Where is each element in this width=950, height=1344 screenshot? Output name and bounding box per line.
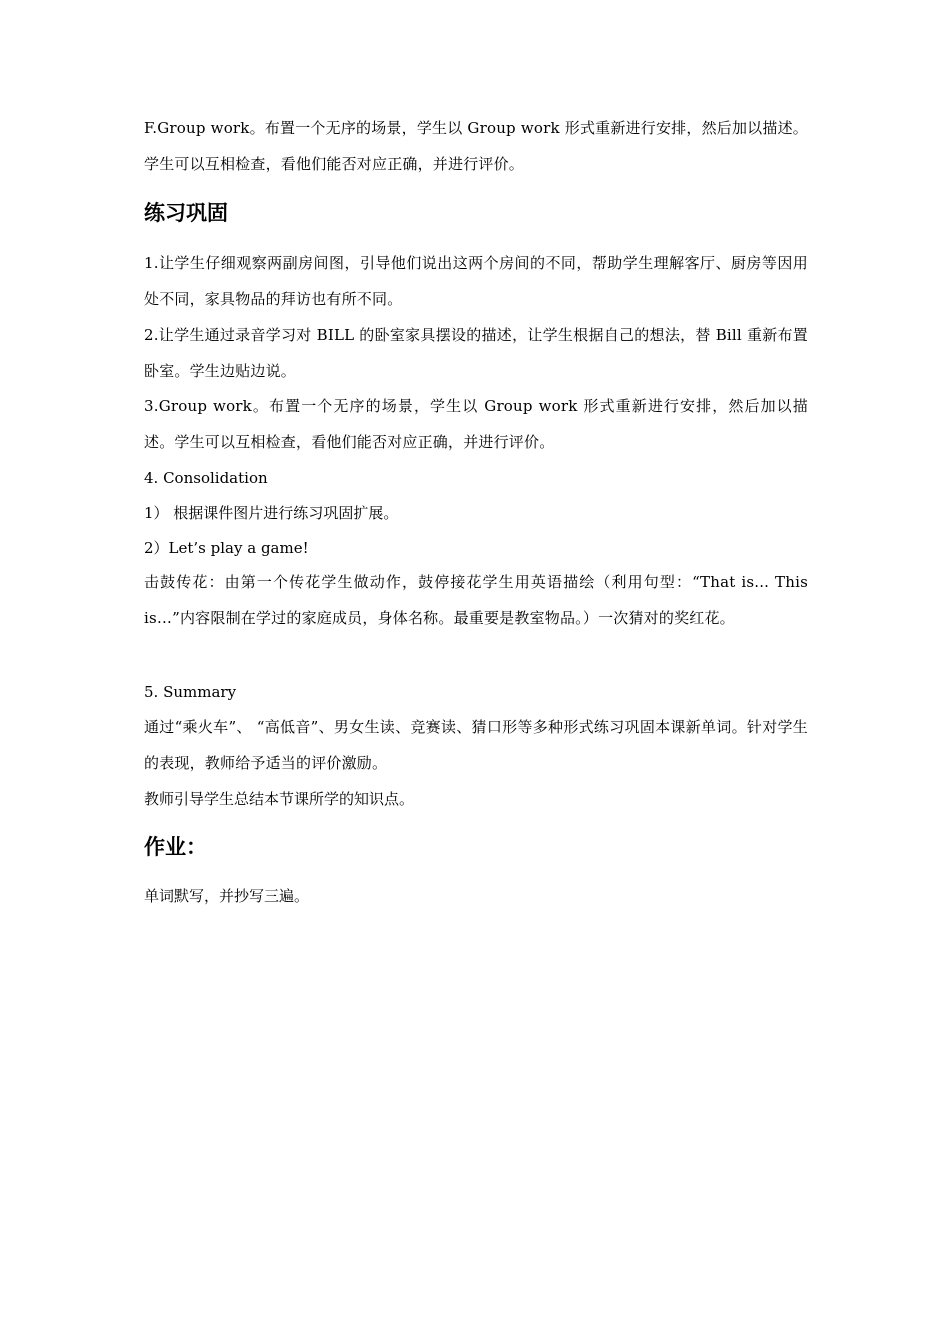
line-summary: 5. Summary	[144, 683, 237, 701]
heading-homework: 作业：	[144, 835, 207, 859]
paragraph-item-3: 3.Group work。布置一个无序的场景，学生以 Group work 形式重新进行安排，然后加以描述。学生可以互相检查，看他们能否对应正确，并进行评价。	[144, 397, 808, 451]
paragraph-group-work-f: F.Group work。布置一个无序的场景，学生以 Group work 形式重新进行安排，然后加以描述。学生可以互相检查，看他们能否对应正确，并进行评价。	[144, 119, 808, 173]
paragraph-summary: 通过“乘火车”、 “高低音”、男女生读、竞赛读、猜口形等多种形式练习巩固本课新单词。针对学生的表现，教师给予适当的评价激励。	[144, 718, 808, 772]
paragraph-game: 击鼓传花：由第一个传花学生做动作，鼓停接花学生用英语描绘（利用句型：“That is... This is…”内容限制在学过的家庭成员，身体名称。最重要是教室物品。）一次猜对的奖红花。	[144, 573, 808, 627]
paragraph-item-1: 1.让学生仔细观察两副房间图，引导他们说出这两个房间的不同，帮助学生理解客厅、厨房等因用处不同，家具物品的拜访也有所不同。	[144, 254, 808, 308]
line-homework: 单词默写，并抄写三遍。	[144, 887, 310, 905]
line-sub-item-2: 2）Let’s play a game!	[144, 539, 309, 557]
line-consolidation: 4. Consolidation	[144, 469, 268, 487]
heading-practice: 练习巩固	[144, 201, 228, 225]
line-teacher-summary: 教师引导学生总结本节课所学的知识点。	[144, 790, 415, 808]
paragraph-item-2: 2.让学生通过录音学习对 BILL 的卧室家具摆设的描述，让学生根据自己的想法，替 Bill 重新布置卧室。学生边贴边说。	[144, 326, 808, 380]
line-sub-item-1: 1） 根据课件图片进行练习巩固扩展。	[144, 504, 399, 522]
